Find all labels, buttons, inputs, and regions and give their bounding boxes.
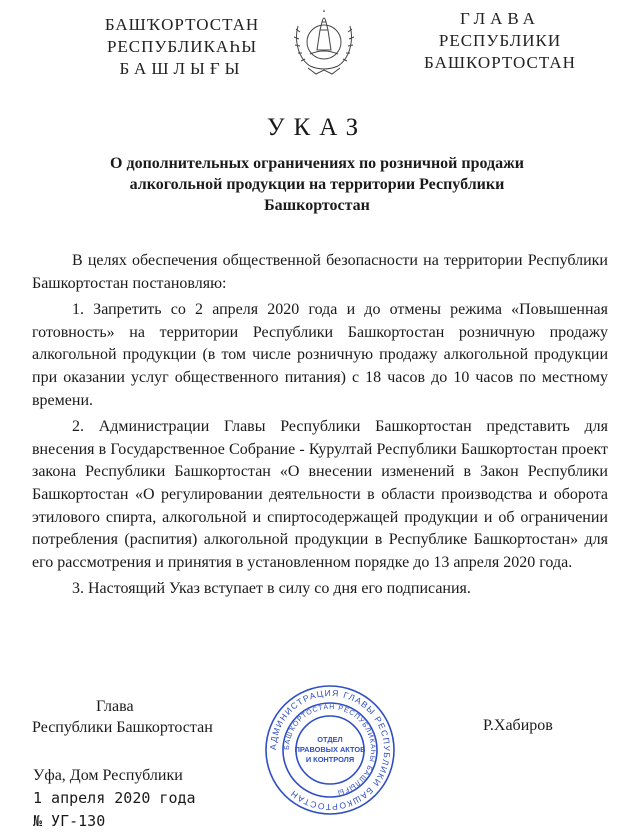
stamp-inner-text: БАШҠОРТОСТАН РЕСПУБЛИКАҺЫ БАШЛЫҒЫ <box>283 703 377 796</box>
header-left-line-2: РЕСПУБЛИКАҺЫ <box>106 37 258 56</box>
issue-details <box>33 764 196 833</box>
header-right-line-2: РЕСПУБЛИКИ <box>438 31 562 50</box>
header-right-line-3: БАШКОРТОСТАН <box>424 53 576 72</box>
paragraph-preamble: В целях обеспечения общественной безопасности на территории Республики Башкортостан постановляю: <box>32 252 608 292</box>
paragraph-item-3: 3. Настоящий Указ вступает в силу со дня его подписания. <box>72 580 471 598</box>
document-subtitle: О дополнительных ограничениях по розничной продажи алкогольной продукции на территории Республики Башкортостан <box>110 155 524 214</box>
header-left-line-1: БАШҠОРТОСТАН <box>104 15 260 34</box>
issue-number: № УГ-130 <box>33 812 106 830</box>
signatory-title <box>32 696 252 738</box>
stamp-center-line-2: ПРАВОВЫХ АКТОВ <box>294 745 366 754</box>
paragraph-item-2: 2. Администрации Главы Республики Башкортостан представить для внесения в Государственное Собрание - Курултай Республики Башкортостан проект закона Республики Башкортостан «О внесении изменений в Закон Республики Башкортостан «О регулировании деятельности в области производства и оборота этилового спирта, алкогольной и спиртосодержащей продукции и об ограничении потребления (распития) алкогольной продукции в Республике Башкортостан» для его рассмотрения и принятия в установленном порядке до 13 апреля 2020 года. <box>32 418 608 571</box>
stamp-center-line-1: ОТДЕЛ <box>317 735 343 744</box>
decree-body <box>32 250 608 601</box>
paragraph-item-1: 1. Запретить со 2 апреля 2020 года и до отмены режима «Повышенная готовность» на территории Республики Башкортостан розничную продажу алкогольной продукции (в том числе розничную продажу алкогольной продукции при оказании услуг общественного питания) с 18 часов до 10 часов по местному времени. <box>32 301 608 409</box>
signatory-name: Р.Хабиров <box>483 717 553 734</box>
header-right-russian <box>400 8 600 74</box>
header-left-line-3: БАШЛЫҒЫ <box>119 59 245 78</box>
document-title: УКАЗ <box>266 114 368 141</box>
header-left-bashkir <box>82 14 282 80</box>
bashkortostan-emblem-icon <box>286 6 362 76</box>
issue-place: Уфа, Дом Республики <box>33 767 183 784</box>
issue-date: 1 апреля 2020 года <box>33 789 196 807</box>
official-stamp <box>262 682 398 818</box>
header-right-line-1: ГЛАВА <box>460 9 540 28</box>
stamp-center-line-3: И КОНТРОЛЯ <box>305 755 355 764</box>
stamp-outer-text: АДМИНИСТРАЦИЯ ГЛАВЫ РЕСПУБЛИКИ БАШКОРТОСТАН <box>267 687 393 813</box>
signatory-title-line-1: Глава <box>96 698 134 715</box>
signatory-title-line-2: Республики Башкортостан <box>32 719 213 736</box>
